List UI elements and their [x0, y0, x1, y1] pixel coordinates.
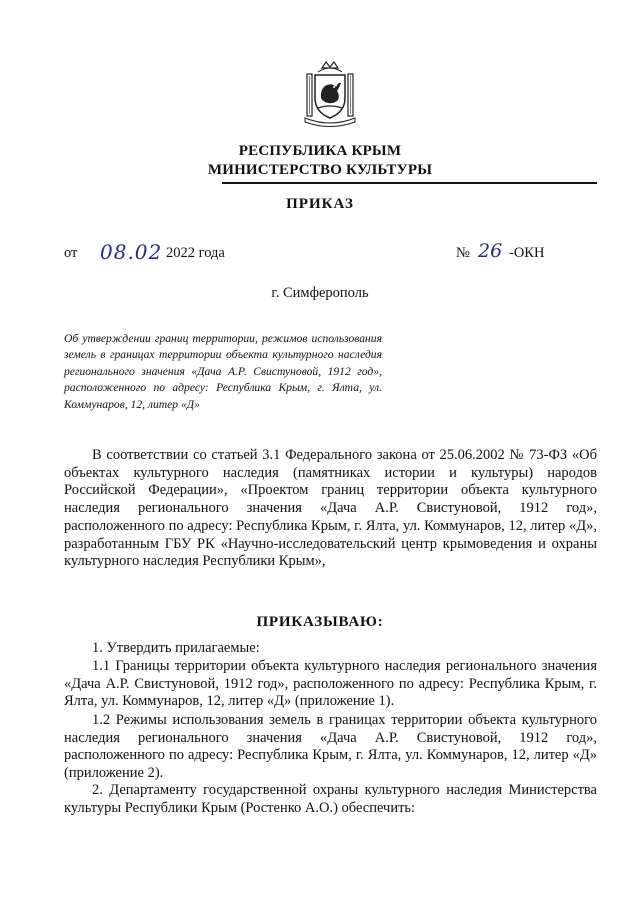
point-1-1: 1.1 Границы территории объекта культурного наследия регионального значения «Дача А.Р. Свистуновой, 1912 год», расположенного по адресу: Республика Крым, г. Ялта, ул. Коммунаров, 12, литер «Д» (приложение 1).: [64, 658, 597, 710]
header-divider: [222, 182, 597, 184]
handwritten-number: 26: [478, 240, 503, 262]
point-1: [64, 640, 597, 658]
date-year: 2022 года: [166, 245, 225, 261]
date-prefix: от: [64, 245, 78, 261]
subject-block: Об утверждении границ территории, режимов использования земель в границах территории объекта культурного наследия регионального значения «Дача А.Р. Свистуновой, 1912 год», расположенного по адресу: Республика Крым, г. Ялта, ул. Коммунаров, 12, литер «Д»: [64, 332, 382, 411]
org-ministry: МИНИСТЕРСТВО КУЛЬТУРЫ: [207, 162, 433, 178]
city-line: г. Симферополь: [271, 285, 369, 301]
point-1-text: 1. Утвердить прилагаемые:: [92, 640, 260, 656]
number-suffix: -ОКН: [509, 245, 545, 261]
point-1-2: 1.2 Режимы использования земель в границах территории объекта культурного наследия регионального значения «Дача А.Р. Свистуновой, 1912 год», расположенного по адресу: Республика Крым, г. Ялта, ул. Коммунаров, 12, литер «Д» (приложение 2).: [64, 712, 597, 782]
doc-type-title: ПРИКАЗ: [286, 196, 354, 212]
point-2: 2. Департаменту государственной охраны культурного наследия Министерства культуры Республики Крым (Ростенко А.О.) обеспечить:: [64, 782, 597, 816]
order-heading: ПРИКАЗЫВАЮ:: [256, 614, 384, 630]
handwritten-date: 08.02: [100, 240, 163, 264]
org-republic: РЕСПУБЛИКА КРЫМ: [238, 143, 402, 159]
number-sign: №: [456, 245, 470, 261]
crimea-coat-of-arms-icon: [300, 58, 360, 128]
preamble-paragraph: В соответствии со статьей 3.1 Федерального закона от 25.06.2002 № 73-ФЗ «Об объектах культурного наследия (памятниках истории и культуры) народов Российской Федерации», «Проектом границ территории объекта культурного наследия регионального значения «Дача А.Р. Свистуновой, 1912 год», расположенного по адресу: Республика Крым, г. Ялта, ул. Коммунаров, 12, литер «Д», разработанным ГБУ РК «Научно-исследовательский центр крымоведения и охраны культурного наследия Республики Крым»,: [64, 447, 597, 570]
